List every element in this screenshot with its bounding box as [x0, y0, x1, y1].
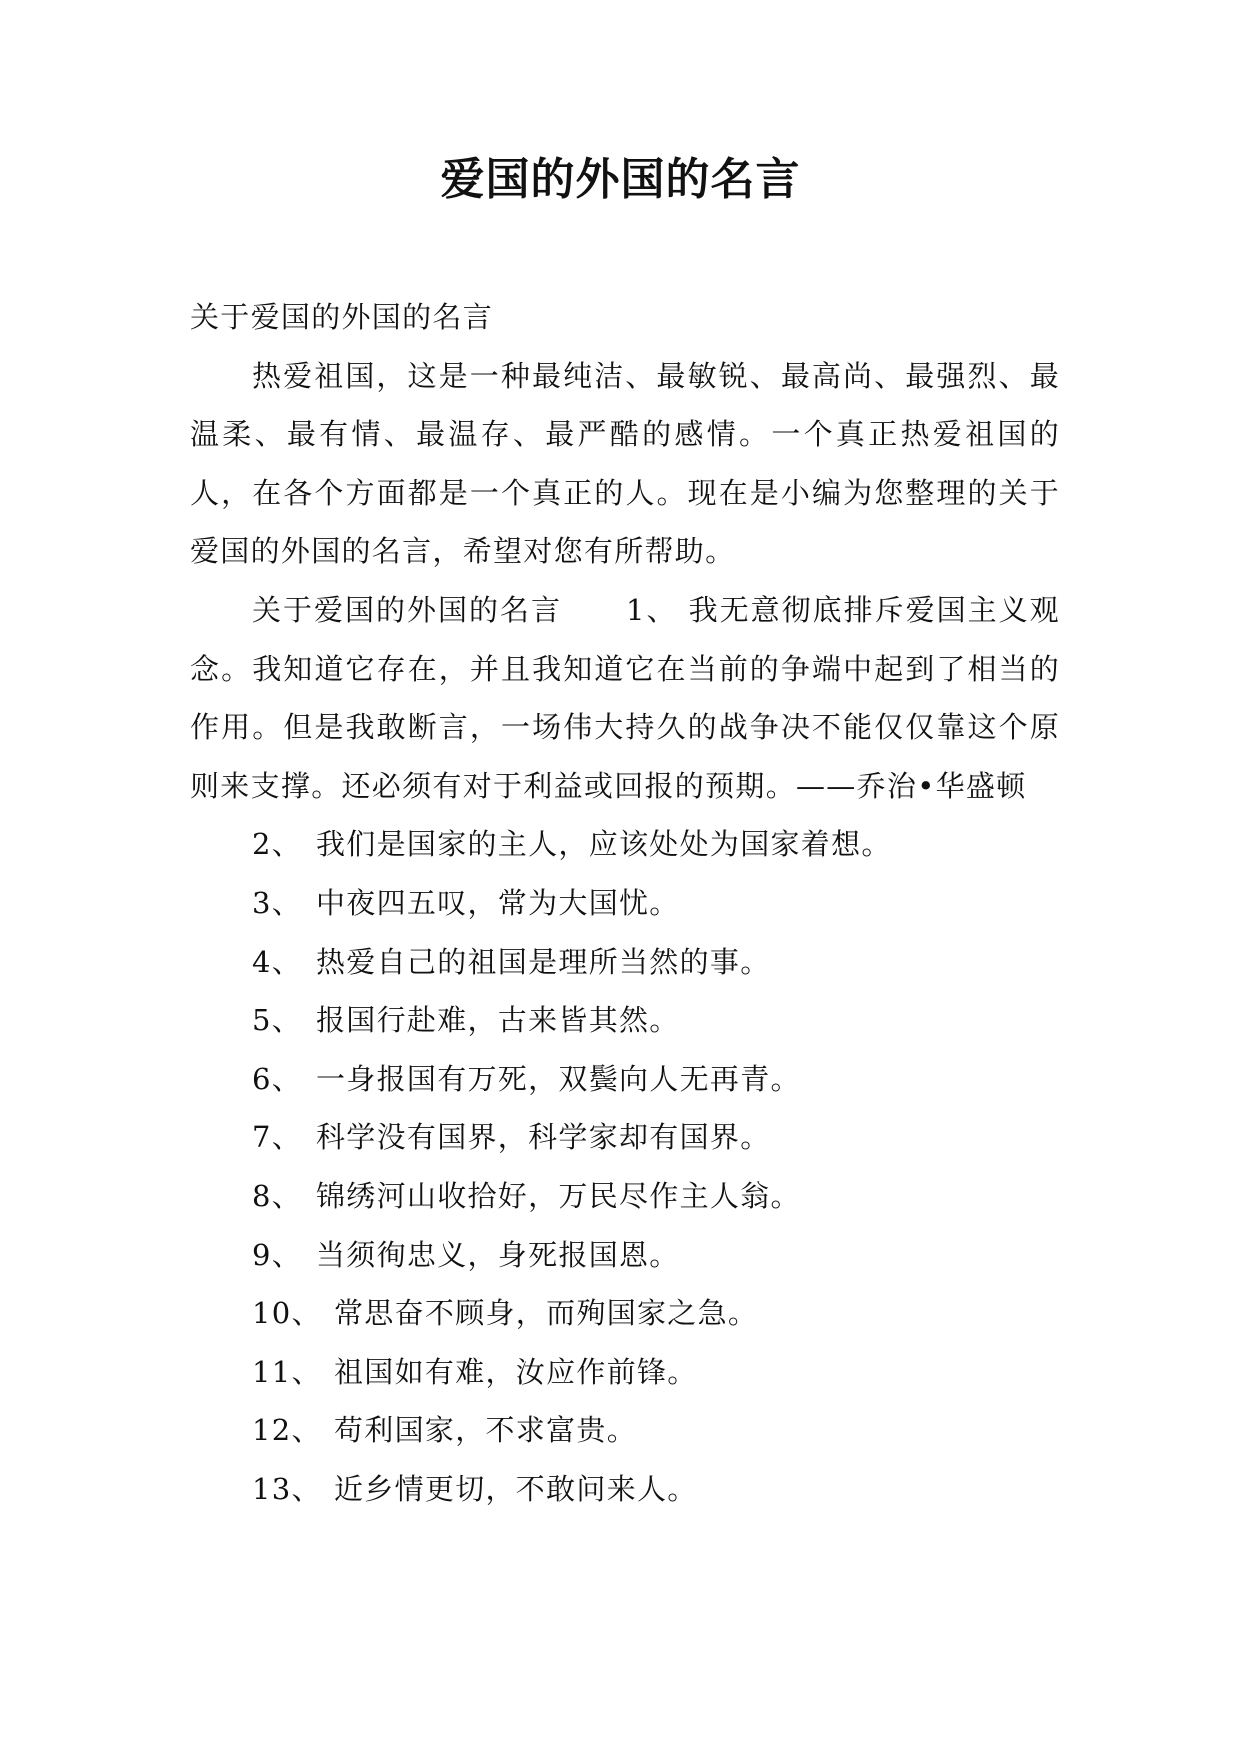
quote-number: 5、: [252, 1003, 303, 1038]
list-item: [190, 1050, 1060, 1109]
quote-text: 科学没有国界，科学家却有国界。: [316, 1120, 771, 1155]
quote-text: 苟利国家，不求富贵。: [334, 1413, 638, 1448]
list-item: [190, 815, 1060, 874]
document-title: 爱国的外国的名言: [440, 154, 801, 205]
section-heading: 关于爱国的外国的名言: [190, 300, 494, 334]
quote-text: 祖国如有难，汝应作前锋。: [334, 1354, 698, 1389]
quote-number: 11、: [252, 1354, 322, 1389]
list-item: [190, 1401, 1060, 1460]
quote-text: 我们是国家的主人，应该处处为国家着想。: [316, 827, 892, 862]
quote-number: 6、: [252, 1061, 303, 1096]
quote-text: 热爱自己的祖国是理所当然的事。: [316, 944, 771, 979]
list-item: [190, 1226, 1060, 1285]
quote-number: 2、: [252, 827, 303, 862]
list-item: [190, 933, 1060, 992]
list-item: [190, 1284, 1060, 1343]
list-item: [190, 1167, 1060, 1226]
section-lead: 关于爱国的外国的名言: [252, 592, 562, 627]
quote-text: 一身报国有万死，双鬓向人无再青。: [316, 1061, 801, 1096]
quote-number: 7、: [252, 1120, 303, 1155]
quote-text: 近乡情更切，不敢问来人。: [334, 1471, 698, 1506]
list-item: [190, 1343, 1060, 1402]
quote-number: 4、: [252, 944, 303, 979]
document-body: [190, 288, 1060, 1518]
quote-number: 12、: [252, 1413, 322, 1448]
quote-text: 中夜四五叹，常为大国忧。: [316, 885, 680, 920]
quote-number: 1、: [626, 592, 678, 627]
intro-paragraph: 热爱祖国，这是一种最纯洁、最敏锐、最高尚、最强烈、最温柔、最有情、最温存、最严酷的感情。一个真正热爱祖国的人，在各个方面都是一个真正的人。现在是小编为您整理的关于爱国的外国的名言，希望对您有所帮助。: [190, 358, 1060, 569]
quote-number: 10、: [252, 1296, 322, 1331]
quote-text: 当须徇忠义，身死报国恩。: [316, 1237, 680, 1272]
quote-number: 9、: [252, 1237, 303, 1272]
quote-number: 8、: [252, 1178, 303, 1213]
quote-text: 锦绣河山收拾好，万民尽作主人翁。: [316, 1178, 801, 1213]
list-item: [190, 1460, 1060, 1519]
list-item: [190, 1108, 1060, 1167]
quote-number: 13、: [252, 1471, 322, 1506]
list-item: [190, 874, 1060, 933]
quote-text: 常思奋不顾身，而殉国家之急。: [334, 1296, 759, 1331]
quote-number: 3、: [252, 885, 303, 920]
quote-list: [190, 815, 1060, 1518]
first-quote-paragraph: [190, 581, 1060, 815]
quote-text: 报国行赴难，古来皆其然。: [316, 1003, 680, 1038]
quote-text: 我无意彻底排斥爱国主义观念。我知道它存在，并且我知道它在当前的争端中起到了相当的作用。但是我敢断言，一场伟大持久的战争决不能仅仅靠这个原则来支撑。还必须有对于利益或回报的预期。——乔治•华盛顿: [190, 592, 1060, 803]
list-item: [190, 991, 1060, 1050]
